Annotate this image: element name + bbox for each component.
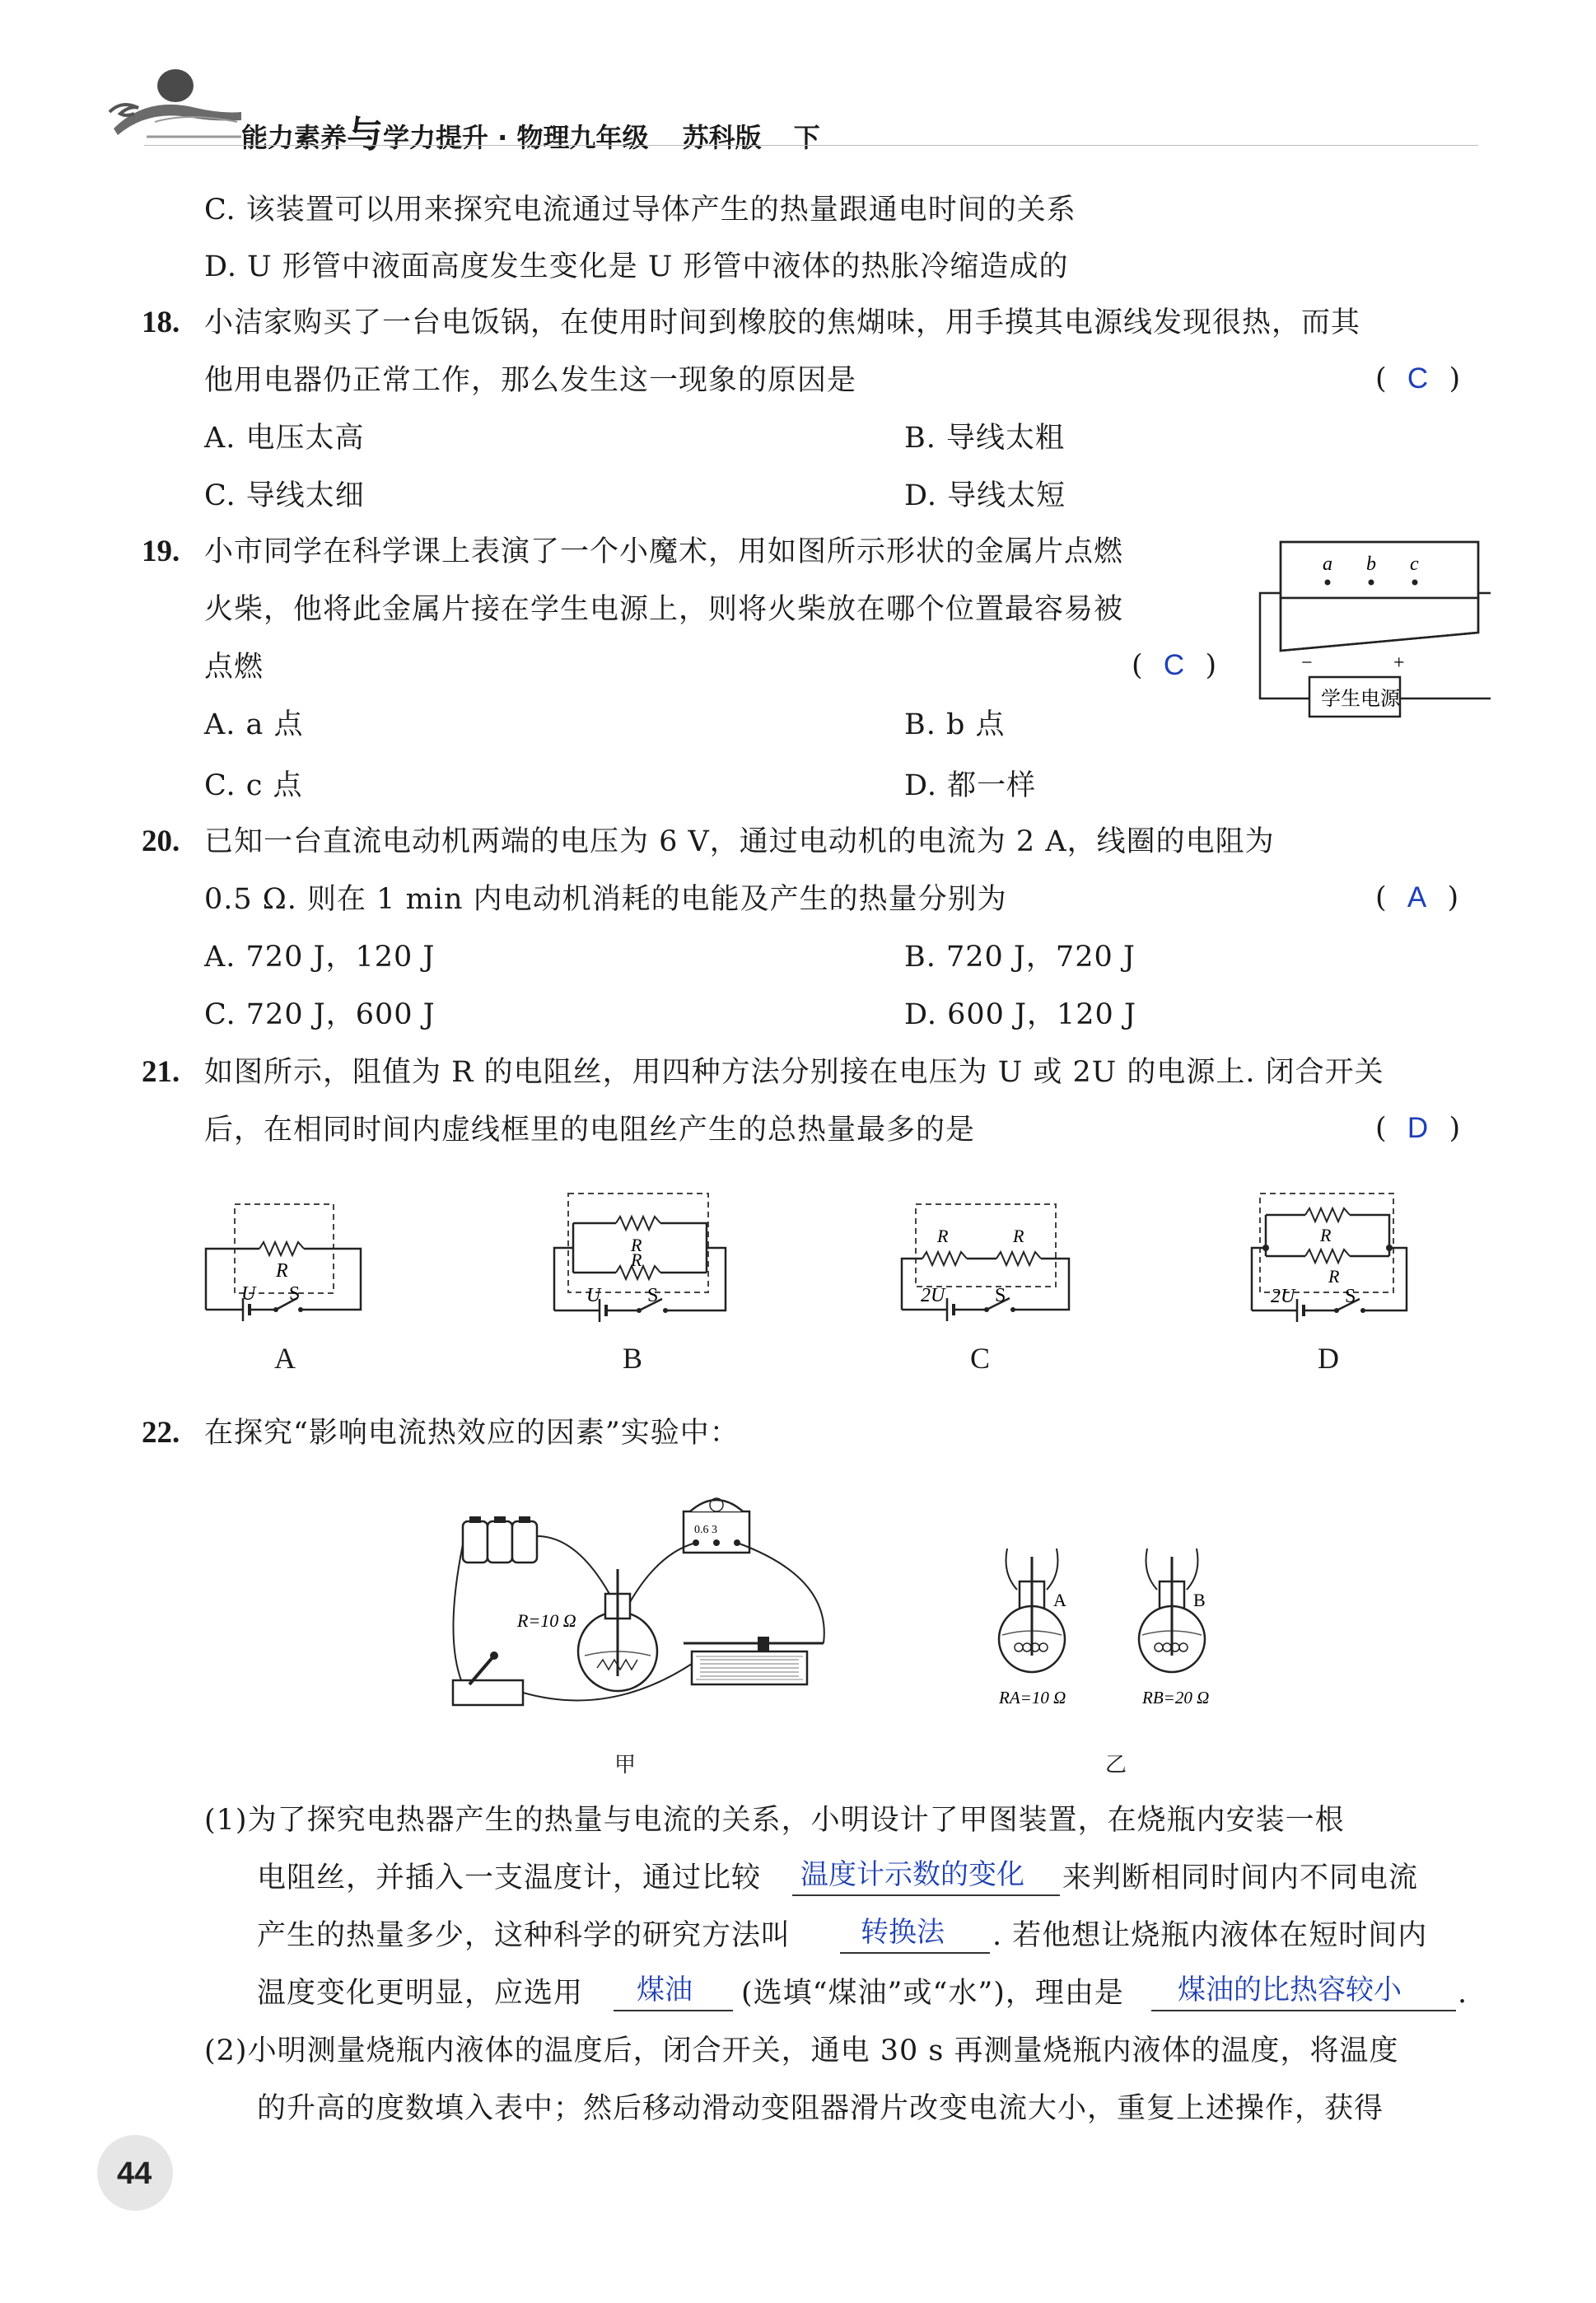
header-title-part2: 学力提升 · 物理九年级	[383, 122, 649, 153]
knife-switch-icon	[453, 1651, 523, 1705]
q21-d-resistor2-label: R	[1328, 1266, 1340, 1287]
q21-b-resistor1-label: R	[631, 1235, 642, 1255]
ammeter-scale-label: 0.6 3	[694, 1524, 717, 1536]
q21-circuit-d-label: D	[1318, 1342, 1339, 1375]
q21-circuit-a-label: A	[274, 1342, 296, 1375]
battery-pack-icon	[463, 1516, 537, 1563]
q21-answer: D	[1407, 1112, 1430, 1144]
resistor-value-label: R=10 Ω	[517, 1610, 576, 1631]
q21-number: 21.	[142, 1055, 180, 1089]
q21-a-resistor-label: R	[276, 1260, 288, 1282]
q18-answer-bracket: ( C )	[1375, 362, 1462, 395]
q21-a-source-label: U	[241, 1283, 256, 1305]
q21-c-resistor1-label: R	[937, 1226, 949, 1246]
q22-part1-line3a: 产生的热量多少，这种科学的研究方法叫	[257, 1919, 791, 1952]
header-rule	[144, 145, 1478, 146]
q21-c-source-label: 2U	[921, 1285, 945, 1306]
q21-b-source-label: U	[586, 1285, 601, 1306]
q19-plus-terminal: +	[1393, 652, 1405, 674]
q19-number: 19.	[142, 535, 180, 568]
q21-d-resistor1-label: R	[1320, 1225, 1332, 1245]
q21-b-resistor2-label: R	[631, 1250, 642, 1270]
q21-c-resistor2-icon	[996, 1252, 1041, 1265]
q19-minus-terminal: −	[1301, 652, 1313, 674]
q18-option-c: C. 导线太细	[204, 479, 365, 512]
q20-option-c: C. 720 J，600 J	[204, 998, 436, 1031]
q22-blank-3	[614, 2010, 733, 2011]
q21-d-source-label: 2U	[1271, 1286, 1295, 1307]
q22-blank-3-answer: 煤油	[637, 1974, 693, 2006]
q18-stem-line1: 小洁家购买了一台电饭锅，在使用时间到橡胶的焦煳味，用手摸其电源线发现很热，而其	[204, 306, 1361, 339]
q21-d-resistor1-icon	[1305, 1208, 1350, 1222]
q19-option-b: B. b 点	[904, 708, 1006, 741]
q19-label-a: a	[1323, 554, 1332, 575]
q22-part1-line4b: (选填“煤油”或“水”)，理由是	[741, 1977, 1124, 2010]
q22-blank-2-answer: 转换法	[861, 1916, 945, 1949]
q21-c-resistor2-label: R	[1013, 1226, 1024, 1246]
q22-figure-jia	[445, 1487, 832, 1726]
q21-c-switch-label: S	[995, 1285, 1006, 1306]
q21-d-resistor2-icon	[1305, 1250, 1350, 1263]
q21-circuit-d	[1248, 1190, 1412, 1326]
q19-point-c	[1412, 580, 1418, 586]
q22-part1-line1: (1)为了探究电热器产生的热量与电流的关系，小明设计了甲图装置，在烧瓶内安装一根	[204, 1804, 1345, 1837]
q22-part1-line2a: 电阻丝，并插入一支温度计，通过比较	[257, 1862, 762, 1894]
q22-intro: 在探究“影响电流热效应的因素”实验中：	[204, 1417, 740, 1450]
q22-figure-yi-caption: 乙	[1105, 1753, 1127, 1777]
q21-b-resistor1-icon	[616, 1217, 660, 1230]
q19-metal-strip-figure	[1252, 535, 1491, 733]
header-title-yu: 与	[347, 114, 384, 156]
header-logo-icon	[97, 63, 245, 145]
q21-a-resistor-icon	[259, 1242, 304, 1255]
q20-answer: A	[1407, 881, 1428, 913]
q19-point-b	[1369, 580, 1374, 586]
q21-c-resistor1-icon	[922, 1252, 967, 1265]
q19-option-c: C. c 点	[204, 769, 303, 802]
q19-stem-line3: 点燃	[204, 651, 264, 684]
flask-a-resistance: RA=10 Ω	[999, 1688, 1066, 1707]
q21-circuit-b	[550, 1190, 731, 1326]
q22-part1-line2b: 来判断相同时间内不同电流	[1062, 1862, 1419, 1894]
q19-label-c: c	[1410, 554, 1419, 575]
q22-part1-line3b: . 若他想让烧瓶内液体在短时间内	[992, 1919, 1428, 1952]
header-edition: 苏科版	[682, 122, 762, 153]
flask-b-resistance: RB=20 Ω	[1142, 1688, 1210, 1707]
q22-number: 22.	[142, 1416, 180, 1450]
header-title-part1: 能力素养	[241, 122, 348, 153]
q22-blank-1	[792, 1894, 1060, 1896]
q20-option-b: B. 720 J，720 J	[904, 941, 1136, 974]
flask-b-label: B	[1193, 1590, 1206, 1610]
q20-stem-line1: 已知一台直流电动机两端的电压为 6 V，通过电动机的电流为 2 A，线圈的电阻为	[204, 825, 1275, 858]
q21-stem-line1: 如图所示，阻值为 R 的电阻丝，用四种方法分别接在电压为 U 或 2U 的电源上. 闭合开关	[204, 1056, 1384, 1089]
q20-option-d: D. 600 J，120 J	[904, 998, 1136, 1031]
flask-a-icon	[999, 1549, 1065, 1672]
q22-blank-1-answer: 温度计示数的变化	[800, 1858, 1024, 1891]
q19-point-a	[1325, 580, 1331, 586]
q21-stem-line2: 后，在相同时间内虚线框里的电阻丝产生的总热量最多的是	[204, 1114, 976, 1147]
q18-number: 18.	[142, 306, 180, 339]
q20-stem-line2: 0.5 Ω. 则在 1 min 内电动机消耗的电能及产生的热量分别为	[204, 883, 1007, 916]
q22-part1-line4a: 温度变化更明显，应选用	[257, 1977, 584, 2010]
q21-circuit-a	[202, 1201, 366, 1324]
q18-answer: C	[1407, 362, 1430, 395]
q21-b-switch-label: S	[647, 1285, 659, 1306]
q22-figure-jia-caption: 甲	[614, 1753, 637, 1777]
q21-circuit-c	[898, 1201, 1075, 1324]
q21-circuit-b-label: B	[623, 1342, 643, 1375]
q20-number: 20.	[142, 825, 180, 858]
q19-option-a: A. a 点	[204, 708, 304, 741]
q19-option-d: D. 都一样	[904, 769, 1037, 802]
q19-power-source-label: 学生电源	[1321, 689, 1400, 710]
q19-label-b: b	[1366, 554, 1376, 575]
q22-blank-2	[840, 1952, 990, 1954]
q22-part2-line1: (2)小明测量烧瓶内液体的温度后，闭合开关，通电 30 s 再测量烧瓶内液体的温度，将温度	[204, 2034, 1399, 2067]
q18-option-a: A. 电压太高	[204, 422, 365, 455]
q17-option-c: C. 该装置可以用来探究电流通过导体产生的热量跟通电时间的关系	[204, 194, 1076, 227]
q22-part1-line4c: .	[1458, 1977, 1468, 2010]
q19-answer: C	[1163, 649, 1186, 681]
q20-answer-bracket: ( A )	[1375, 881, 1460, 914]
q22-figure-yi	[984, 1540, 1256, 1713]
page-number: 44	[117, 2156, 152, 2191]
q18-option-b: B. 导线太粗	[904, 422, 1065, 455]
header-title	[241, 105, 820, 157]
q19-answer-bracket: ( C )	[1132, 649, 1218, 682]
q22-blank-4	[1151, 2010, 1456, 2011]
header-volume: 下	[793, 122, 820, 153]
q21-d-switch-label: S	[1345, 1286, 1356, 1307]
q22-blank-4-answer: 煤油的比热容较小	[1178, 1974, 1402, 2006]
q20-option-a: A. 720 J，120 J	[204, 941, 436, 974]
q21-a-switch-label: S	[289, 1283, 301, 1305]
flask-b-icon	[1139, 1549, 1205, 1672]
q18-stem-line2: 他用电器仍正常工作，那么发生这一现象的原因是	[204, 364, 857, 397]
q17-option-d: D. U 形管中液面高度发生变化是 U 形管中液体的热胀冷缩造成的	[204, 250, 1069, 283]
q21-answer-bracket: ( D )	[1375, 1112, 1462, 1145]
q18-option-d: D. 导线太短	[904, 479, 1066, 512]
q22-part2-line2: 的升高的度数填入表中；然后移动滑动变阻器滑片改变电流大小，重复上述操作，获得	[257, 2092, 1384, 2125]
rheostat-icon	[684, 1637, 824, 1684]
q19-stem-line1: 小市同学在科学课上表演了一个小魔术，用如图所示形状的金属片点燃	[204, 535, 1124, 568]
q21-circuit-c-label: C	[970, 1342, 991, 1375]
q19-stem-line2: 火柴，他将此金属片接在学生电源上，则将火柴放在哪个位置最容易被	[204, 593, 1124, 626]
flask-a-label: A	[1053, 1590, 1066, 1610]
flask-icon	[578, 1569, 657, 1691]
